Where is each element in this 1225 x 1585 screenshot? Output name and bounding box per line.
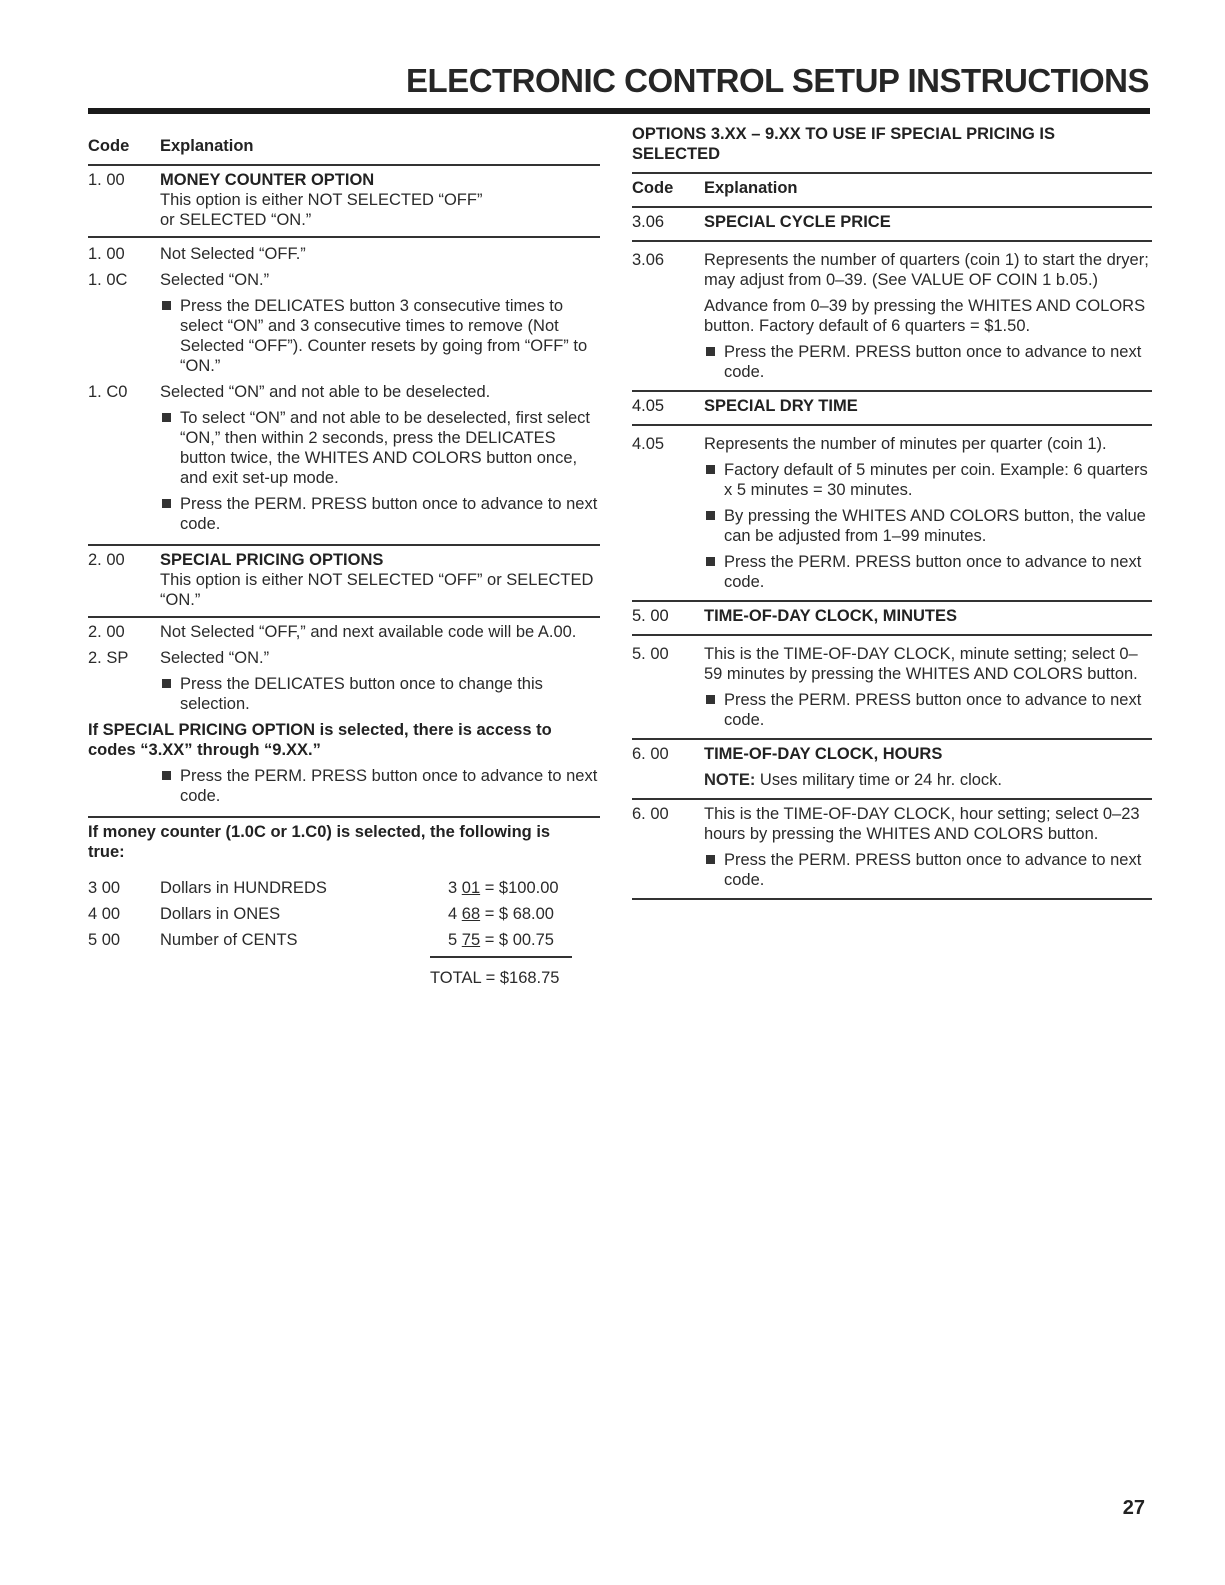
section-title: OPTIONS 3.XX – 9.XX TO USE IF SPECIAL PRICING IS SELECTED xyxy=(632,125,1055,163)
table-row: 1. 00 Not Selected “OFF.” xyxy=(88,245,306,263)
table-row: 2. 00 SPECIAL PRICING OPTIONS This option is either NOT SELECTED “OFF” or SELECTED “ON.” xyxy=(88,546,600,616)
table-row: 3.06 Represents the number of quarters (coin 1) to start the dryer; may adjust from 0–39. (See VALUE OF COIN 1 b.05.) Advance from 0–39 by pressing the WHITES AND COLORS button. Factory default of 6 quarters = $1.50. Press the PERM. PRESS button once to advance to next code. xyxy=(632,242,1152,390)
special-pricing-note: If SPECIAL PRICING OPTION is selected, there is access to codes “3.XX” through “9.XX.” xyxy=(88,721,552,759)
list-item: Press the PERM. PRESS button once to advance to next code. xyxy=(160,766,600,806)
total-value: TOTAL = $168.75 xyxy=(430,969,560,987)
table-row: 1. 0C Selected “ON.” Press the DELICATES button 3 consecutive times to select “ON” and 3 consecutive times to remove (Not Selected “OFF”). Counter resets by going from “OFF” to “ON.” xyxy=(88,264,600,376)
list-item: Press the DELICATES button once to change this selection. xyxy=(160,674,600,714)
right-column xyxy=(632,124,1152,900)
list-item: Press the PERM. PRESS button once to advance to next code. xyxy=(160,494,600,534)
explanation-header: Explanation xyxy=(160,137,254,155)
table-header xyxy=(88,136,600,164)
title-rule xyxy=(88,108,1150,114)
page-number: 27 xyxy=(1122,1497,1145,1519)
list-item: Press the PERM. PRESS button once to advance to next code. xyxy=(704,342,1152,382)
left-column xyxy=(88,124,600,988)
code-header: Code xyxy=(88,137,130,155)
table-header: Code Explanation xyxy=(632,179,798,197)
table-row: 1. C0 Selected “ON” and not able to be deselected. To select “ON” and not able to be deselected, first select “ON,” then within 2 seconds, press the DELICATES button twice, the WHITES AND COLORS button once, and exit set-up mode. Press the PERM. PRESS button once to advance to next code. xyxy=(88,376,600,544)
table-row: 4.05 SPECIAL DRY TIME xyxy=(632,397,858,415)
list-item: Factory default of 5 minutes per coin. Example: 6 quarters x 5 minutes = 30 minutes. xyxy=(704,460,1152,500)
section-heading: MONEY COUNTER OPTION xyxy=(160,171,375,189)
list-item: Press the PERM. PRESS button once to advance to next code. xyxy=(704,552,1152,592)
table-row: 3.06 SPECIAL CYCLE PRICE xyxy=(632,213,891,231)
table-row: 2. SP Selected “ON.” Press the DELICATES button once to change this selection. xyxy=(88,642,600,714)
table-row: 3 00 Dollars in HUNDREDS 3 01 = $100.00 xyxy=(88,879,559,897)
table-row: 4 00 Dollars in ONES 4 68 = $ 68.00 xyxy=(88,905,554,923)
list-item: By pressing the WHITES AND COLORS button, the value can be adjusted from 1–99 minutes. xyxy=(704,506,1152,546)
money-table xyxy=(88,878,600,950)
table-row: 1. 00 MONEY COUNTER OPTION This option is either NOT SELECTED “OFF” or SELECTED “ON.” xyxy=(88,166,600,236)
section-heading: SPECIAL PRICING OPTIONS xyxy=(160,551,384,569)
page-title: ELECTRONIC CONTROL SETUP INSTRUCTIONS xyxy=(406,62,1149,99)
table-row: 5. 00 This is the TIME-OF-DAY CLOCK, minute setting; select 0–59 minutes by pressing the WHITES AND COLORS button. Press the PERM. PRESS button once to advance to next code. xyxy=(632,636,1152,738)
list-item: Press the PERM. PRESS button once to advance to next code. xyxy=(704,690,1152,730)
table-row: 5. 00 TIME-OF-DAY CLOCK, MINUTES xyxy=(632,607,958,625)
table-row: 5 00 Number of CENTS 5 75 = $ 00.75 xyxy=(88,931,554,949)
section-heading: TIME-OF-DAY CLOCK, HOURS xyxy=(704,745,943,763)
list-item: Press the DELICATES button 3 consecutive times to select “ON” and 3 consecutive times to remove (Not Selected “OFF”). Counter resets by going from “OFF” to “ON.” xyxy=(160,296,600,376)
table-row: 6. 00 TIME-OF-DAY CLOCK, HOURS NOTE: Uses military time or 24 hr. clock. xyxy=(632,740,1152,798)
table-row: 6. 00 This is the TIME-OF-DAY CLOCK, hour setting; select 0–23 hours by pressing the WHITES AND COLORS button. Press the PERM. PRESS button once to advance to next code. xyxy=(632,800,1152,898)
list-item: Press the PERM. PRESS button once to advance to next code. xyxy=(704,850,1152,890)
list-item: To select “ON” and not able to be deselected, first select “ON,” then within 2 seconds, press the DELICATES button twice, the WHITES AND COLORS button once, and exit set-up mode. xyxy=(160,408,600,488)
table-row: 4.05 Represents the number of minutes per quarter (coin 1). Factory default of 5 minutes per coin. Example: 6 quarters x 5 minutes = 30 minutes. By pressing the WHITES AND COLORS button, the value can be adjusted from 1–99 minutes. Press the PERM. PRESS button once to advance to next code. xyxy=(632,426,1152,600)
money-counter-note: If money counter (1.0C or 1.C0) is selected, the following is true: xyxy=(88,823,551,861)
table-row: 2. 00 Not Selected “OFF,” and next available code will be A.00. xyxy=(88,623,577,641)
